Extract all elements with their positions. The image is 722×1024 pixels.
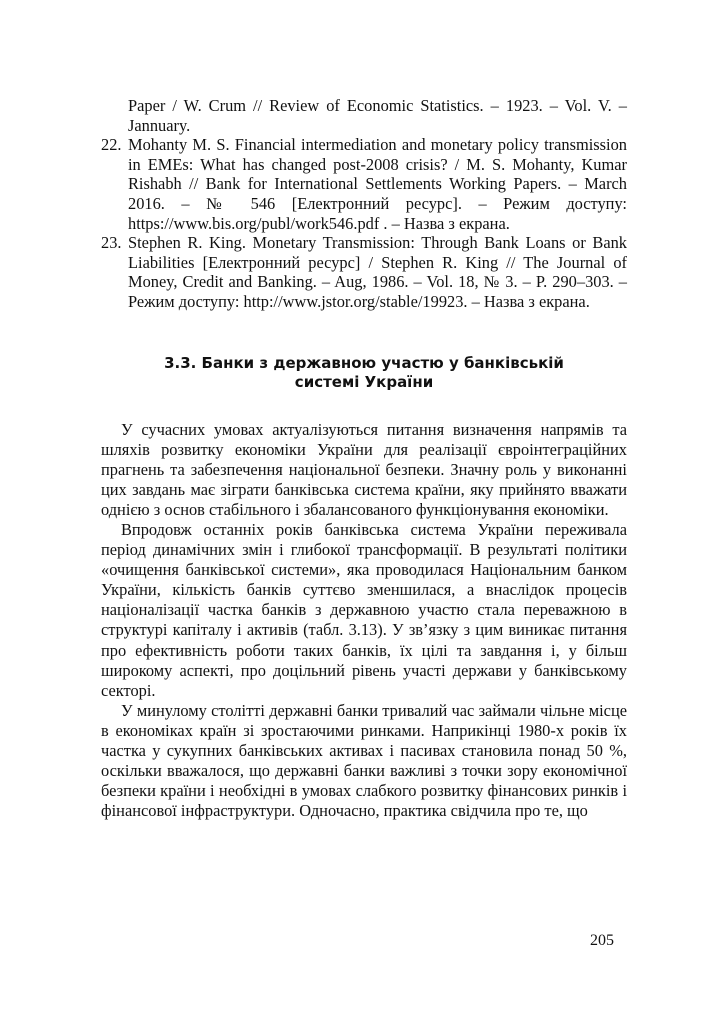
body-text bbox=[101, 420, 627, 822]
page-content bbox=[101, 96, 627, 821]
reference-number: 22. bbox=[101, 135, 122, 155]
reference-list bbox=[101, 96, 627, 312]
page-number: 205 bbox=[590, 932, 614, 949]
reference-item bbox=[101, 233, 627, 311]
section-heading bbox=[101, 354, 627, 393]
reference-text: Stephen R. King. Monetary Transmission: Through Bank Loans or Bank Liabilities [Електронний ресурс] / Stephen R. King // The Journal of Money, Credit and Banking. – Aug, 1986. – Vol. 18, № 3. – P. 290–303. – Режим доступу: http://www.jstor.org/stable/19923. – Назва з екрана. bbox=[128, 233, 627, 311]
paragraph: У минулому столітті державні банки тривалий час займали чільне місце в економіках країн зі зростаючими ринками. Наприкінці 1980-х років їх частка у сукупних банківських активах і пасивах становила понад 50 %, оскільки вважалося, що державні банки важливі з точки зору економічної безпеки країни і необхідні в умовах слабкого розвитку фінансових ринків і фінансової інфраструктури. Одночасно, практика свідчила про те, що bbox=[101, 700, 627, 821]
reference-text: Paper / W. Crum // Review of Economic Statistics. – 1923. – Vol. V. – Jannuary. bbox=[128, 96, 627, 135]
reference-text: Mohanty M. S. Financial intermediation and monetary policy transmission in EMEs: What has changed post-2008 crisis? / M. S. Mohanty, Kumar Rishabh // Bank for International Settlements Working Papers. – March 2016. – № 546 [Електронний ресурс]. – Режим доступу: https://www.bis.org/publ/work546.pdf . – Назва з екрана. bbox=[128, 135, 627, 233]
section-heading-line: системі України bbox=[294, 373, 434, 392]
reference-item bbox=[101, 135, 627, 233]
section-heading-line: 3.3. Банки з державною участю у банківській bbox=[164, 353, 564, 372]
paragraph: Впродовж останніх років банківська система України переживала період динамічних змін і глибокої трансформації. В результаті політики «очищення банківської системи», яка проводилася Національним банком України, кількість банків суттєво зменшилася, а внаслідок процесів націоналізації частка банків з державною участю стала переважною в структурі капіталу і активів (табл. 3.13). У зв’язку з цим виникає питання про ефективність роботи таких банків, їх цілі та завдання і, у більш широкому аспекті, про доцільний рівень участі держави у банківському секторі. bbox=[101, 520, 627, 700]
reference-item bbox=[101, 96, 627, 135]
reference-number: 23. bbox=[101, 233, 122, 253]
paragraph: У сучасних умовах актуалізуються питання визначення напрямів та шляхів розвитку економіки України для реалізації євроінтеграційних прагнень та забезпечення національної безпеки. Значну роль у виконанні цих завдань має зіграти банківська система країни, яку прийнято вважати однією з основ стабільного і збалансованого функціонування економіки. bbox=[101, 419, 627, 519]
